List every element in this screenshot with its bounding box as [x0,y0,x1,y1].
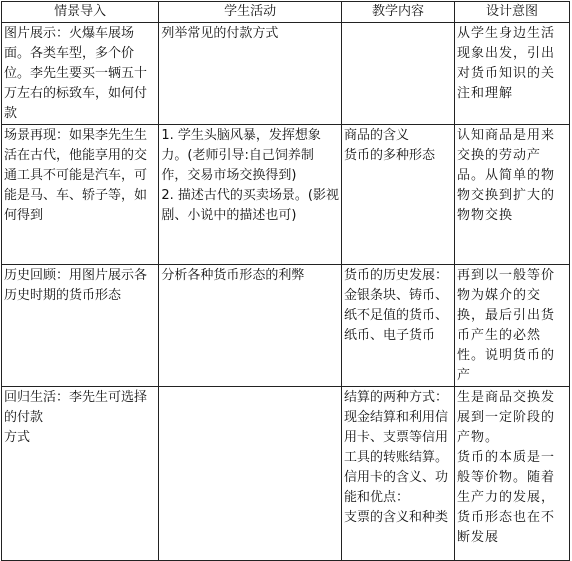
cell-content [341,387,454,561]
scene-text: 场景再现：如果李先生生活在古代，他能享用的交通工具不可能是汽车，可能是马、车、轿子等，如何得到 [4,128,148,223]
intent-text: 生是商品交换发展到一定阶段的产物。 货币的本质是一般等价物。随着生产力的发展，货币形态也在不断发展 [456,390,555,545]
intent-text: 从学生身边生活现象出发，引出对货币知识的关注和理解 [456,26,555,101]
cell-content [341,265,454,387]
intent-text: 认知商品是用来交换的劳动产品。从简单的物物交换到扩大的物物交换 [456,128,555,223]
table-row [2,125,570,265]
cell-activity [159,265,342,387]
cell-scene [2,387,159,561]
activity-text: 列举常见的付款方式 [161,26,279,41]
cell-activity [159,387,342,561]
header-content: 教学内容 [341,2,454,23]
activity-text: 1. 学生头脑风暴，发挥想象力。(老师引导:自己饲养制作，交易市场交换得到) 2. 描述古代的买卖场景。(影视剧、小说中的描述也可) [161,128,339,223]
cell-intent [454,125,569,265]
header-intent: 设计意图 [454,2,569,23]
header-scene: 情景导入 [2,2,159,23]
cell-content [341,125,454,265]
intent-text: 再到以一般等价物为媒介的交换，最后引出货币产生的必然性。说明货币的产 [456,268,555,383]
cell-scene [2,23,159,125]
header-row [2,2,570,23]
content-text: 结算的两种方式：现金结算和利用信用卡、支票等信用 工具的转账结算。信用卡的含义、功能和优点： 支票的含义和种类 [343,390,448,525]
scene-text: 回归生活：李先生可选择的付款 方式 [4,390,148,445]
cell-intent [454,23,569,125]
table-row [2,387,570,561]
scene-text: 历史回顾：用图片展示各历史时期的货币形态 [4,268,148,303]
cell-intent [454,265,569,387]
cell-content [341,23,454,125]
cell-intent [454,387,569,561]
table-row [2,265,570,387]
cell-activity [159,23,342,125]
content-text: 货币的历史发展：金银条块、铸币、纸不足值的货币、纸币、电子货币 [343,268,448,343]
content-text: 商品的含义 货币的多种形态 [343,128,435,163]
table-row [2,23,570,125]
header-activity: 学生活动 [159,2,342,23]
lesson-plan-table [1,1,570,561]
activity-text: 分析各种货币形态的利弊 [161,268,305,283]
cell-scene [2,265,159,387]
scene-text: 图片展示：火爆车展场面。各类车型，多个价位。李先生要买一辆五十万左右的标致车，如何付款 [4,26,148,121]
cell-activity [159,125,342,265]
cell-scene [2,125,159,265]
